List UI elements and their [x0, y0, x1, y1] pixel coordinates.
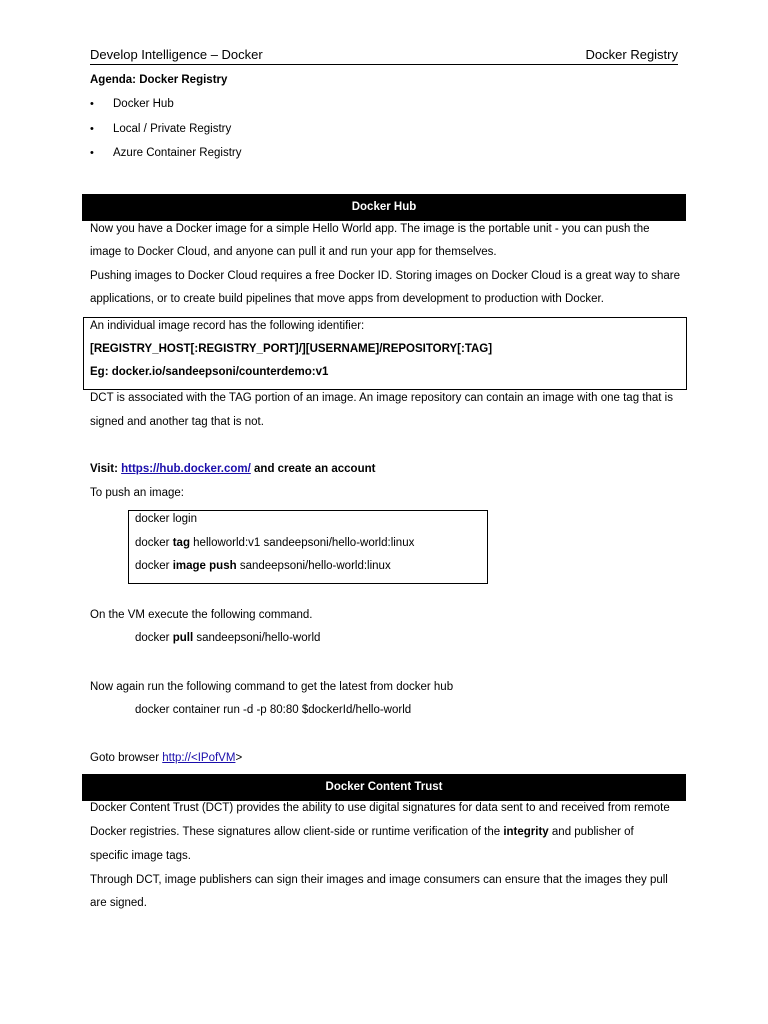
paragraph-line: signed and another tag that is not. [90, 416, 264, 428]
cmd-keyword: image push [172, 560, 237, 572]
text-run-bold: integrity [503, 826, 549, 838]
docker-hub-link[interactable]: https://hub.docker.com/ [121, 463, 251, 475]
page-header [90, 46, 678, 65]
header-left: Develop Intelligence – Docker [90, 47, 263, 62]
visit-prefix: Visit: [90, 463, 122, 475]
goto-line [90, 752, 242, 764]
vm-intro: On the VM execute the following command. [90, 609, 313, 621]
paragraph-line [90, 826, 634, 838]
bullet-icon: • [90, 123, 94, 135]
goto-prefix: Goto browser [90, 752, 163, 764]
vm-link[interactable]: http://<IPofVM [162, 752, 236, 764]
text-run: and publisher of [548, 826, 634, 838]
paragraph-line: are signed. [90, 897, 147, 909]
visit-line [90, 463, 375, 475]
identifier-example: Eg: docker.io/sandeepsoni/counterdemo:v1 [90, 366, 329, 378]
section-heading-content-trust: Docker Content Trust [82, 774, 686, 801]
paragraph-line: Pushing images to Docker Cloud requires a free Docker ID. Storing images on Docker Cloud is a great way to share [90, 270, 680, 282]
header-right: Docker Registry [585, 47, 678, 62]
cmd-keyword: pull [172, 632, 194, 644]
identifier-intro: An individual image record has the following identifier: [90, 320, 365, 332]
command-line [135, 537, 414, 549]
cmd-prefix: docker [135, 560, 173, 572]
cmd-prefix: docker [135, 632, 173, 644]
cmd-prefix: docker [135, 537, 173, 549]
pull-command [135, 632, 320, 644]
command-line: docker login [135, 513, 198, 525]
section-heading-docker-hub: Docker Hub [82, 194, 686, 221]
paragraph-line: specific image tags. [90, 850, 191, 862]
paragraph-line: Now you have a Docker image for a simple Hello World app. The image is the portable unit - you can push the [90, 223, 650, 235]
cmd-args: helloworld:v1 sandeepsoni/hello-world:linux [189, 537, 415, 549]
agenda-title: Agenda: Docker Registry [90, 74, 228, 86]
cmd-args: sandeepsoni/hello-world [193, 632, 321, 644]
visit-suffix: and create an account [250, 463, 376, 475]
paragraph-line: image to Docker Cloud, and anyone can pull it and run your app for themselves. [90, 246, 497, 258]
paragraph-line: Through DCT, image publishers can sign their images and image consumers can ensure that the images they pull [90, 874, 668, 886]
paragraph-line: DCT is associated with the TAG portion of an image. An image repository can contain an image with one tag that is [90, 392, 673, 404]
bullet-icon: • [90, 98, 94, 110]
cmd-args: sandeepsoni/hello-world:linux [236, 560, 391, 572]
paragraph-line: applications, or to create build pipelines that move apps from development to production with Docker. [90, 293, 604, 305]
paragraph-line: Docker Content Trust (DCT) provides the ability to use digital signatures for data sent to and received from remote [90, 802, 670, 814]
identifier-format: [REGISTRY_HOST[:REGISTRY_PORT]/][USERNAME]/REPOSITORY[:TAG] [90, 343, 493, 355]
goto-suffix: > [235, 752, 243, 764]
agenda-item: Local / Private Registry [113, 123, 232, 135]
agenda-item: Azure Container Registry [113, 147, 242, 159]
command-line [135, 560, 391, 572]
agenda-item: Docker Hub [113, 98, 174, 110]
again-intro: Now again run the following command to get the latest from docker hub [90, 681, 454, 693]
run-command: docker container run -d -p 80:80 $dockerId/hello-world [135, 704, 412, 716]
push-intro: To push an image: [90, 487, 184, 499]
cmd-keyword: tag [172, 537, 190, 549]
bullet-icon: • [90, 147, 94, 159]
text-run: Docker registries. These signatures allow client-side or runtime verification of the [90, 826, 504, 838]
